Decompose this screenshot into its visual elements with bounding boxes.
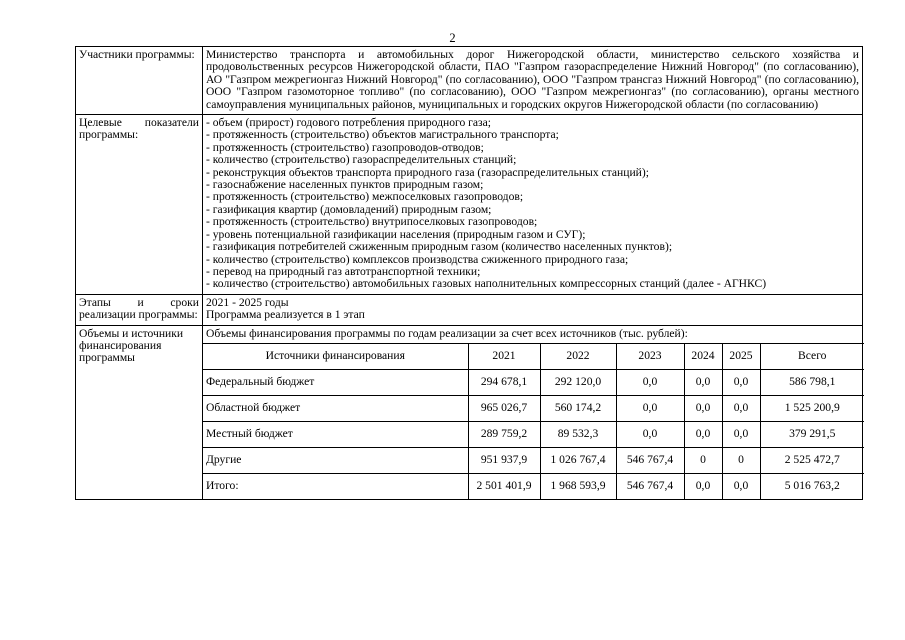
cell-value: 951 937,9 bbox=[468, 447, 540, 473]
cell-value: 0,0 bbox=[722, 369, 760, 395]
cell-value: 965 026,7 bbox=[468, 395, 540, 421]
cell-value: 2 501 401,9 bbox=[468, 473, 540, 499]
target-item: - объем (прирост) годового потребления природного газа; bbox=[206, 116, 491, 130]
target-item: - протяженность (строительство) объектов магистрального транспорта; bbox=[206, 128, 559, 142]
target-item: - газификация квартир (домовладений) природным газом; bbox=[206, 202, 492, 216]
cell-total: 5 016 763,2 bbox=[760, 473, 864, 499]
cell-total: 1 525 200,9 bbox=[760, 395, 864, 421]
cell-value: 0,0 bbox=[616, 369, 684, 395]
financing-header-row bbox=[203, 343, 864, 369]
header-year: 2023 bbox=[616, 343, 684, 369]
cell-value: 89 532,3 bbox=[540, 421, 616, 447]
cell-value: 294 678,1 bbox=[468, 369, 540, 395]
cell-value: 0 bbox=[722, 447, 760, 473]
cell-value: 0,0 bbox=[684, 369, 722, 395]
row-participants bbox=[76, 47, 863, 115]
row-targets bbox=[76, 115, 863, 295]
target-item: - газоснабжение населенных пунктов природным газом; bbox=[206, 178, 484, 192]
cell-value: 0,0 bbox=[722, 473, 760, 499]
cell-source: Областной бюджет bbox=[203, 395, 468, 421]
target-item: - газификация потребителей сжиженным природным газом (количество населенных пунктов); bbox=[206, 240, 673, 254]
cell-source: Федеральный бюджет bbox=[203, 369, 468, 395]
header-total: Всего bbox=[760, 343, 864, 369]
target-item: - протяженность (строительство) газопроводов-отводов; bbox=[206, 140, 484, 154]
row-stages bbox=[76, 294, 863, 325]
cell-total: 379 291,5 bbox=[760, 421, 864, 447]
target-item: - количество (строительство) автомобильных газовых наполнительных компрессорных станций (далее - АГНКС) bbox=[206, 277, 767, 291]
cell-total: 586 798,1 bbox=[760, 369, 864, 395]
targets-list bbox=[203, 115, 863, 295]
participants-label: Участники программы: bbox=[76, 47, 203, 115]
cell-value: 0 bbox=[684, 447, 722, 473]
header-year: 2022 bbox=[540, 343, 616, 369]
cell-value: 546 767,4 bbox=[616, 473, 684, 499]
financing-label: Объемы и источники финансирования программы bbox=[76, 325, 203, 499]
program-passport-table bbox=[75, 46, 863, 500]
cell-value: 292 120,0 bbox=[540, 369, 616, 395]
cell-value: 0,0 bbox=[616, 395, 684, 421]
stages-count: Программа реализуется в 1 этап bbox=[206, 308, 365, 322]
cell-value: 1 026 767,4 bbox=[540, 447, 616, 473]
row-financing bbox=[76, 325, 863, 499]
stages-period: 2021 - 2025 годы bbox=[206, 295, 289, 309]
target-item: - количество (строительство) газораспределительных станций; bbox=[206, 153, 517, 167]
header-source: Источники финансирования bbox=[203, 343, 468, 369]
participants-text: Министерство транспорта и автомобильных дорог Нижегородской области, министерство сельского хозяйства и продовольственных ресурсов Нижегородской области, ПАО "Газпром газораспределение Нижний Новгород" (по согласованию), АО "Газпром межрегионгаз Нижний Новгород" (по согласованию), ООО "Газпром трансгаз Нижний Новгород" (по согласованию), ООО "Газпром газомоторное топливо" (по согласованию), ООО "Газпром межрегионгаз" (по согласованию), органы местного самоуправления муниципальных районов, муниципальных и городских округов Нижегородской области (по согласованию) bbox=[203, 47, 863, 115]
cell-value: 289 759,2 bbox=[468, 421, 540, 447]
table-row bbox=[203, 369, 864, 395]
target-item: - перевод на природный газ автотранспортной техники; bbox=[206, 264, 481, 278]
stages-text bbox=[203, 294, 863, 325]
header-year: 2021 bbox=[468, 343, 540, 369]
cell-total: 2 525 472,7 bbox=[760, 447, 864, 473]
cell-value: 1 968 593,9 bbox=[540, 473, 616, 499]
target-item: - уровень потенциальной газификации населения (природным газом и СУГ); bbox=[206, 227, 586, 241]
table-row bbox=[203, 395, 864, 421]
financing-intro: Объемы финансирования программы по годам реализации за счет всех источников (тыс. рублей): bbox=[206, 326, 688, 340]
cell-value: 0,0 bbox=[684, 473, 722, 499]
target-item: - реконструкция объектов транспорта природного газа (газораспределительных станций); bbox=[206, 165, 649, 179]
cell-value: 0,0 bbox=[616, 421, 684, 447]
cell-source: Другие bbox=[203, 447, 468, 473]
table-row bbox=[203, 421, 864, 447]
target-item: - протяженность (строительство) внутрипоселковых газопроводов; bbox=[206, 215, 538, 229]
header-year: 2025 bbox=[722, 343, 760, 369]
cell-value: 0,0 bbox=[722, 395, 760, 421]
page-number: 2 bbox=[449, 31, 456, 45]
cell-source: Местный бюджет bbox=[203, 421, 468, 447]
financing-content bbox=[203, 325, 863, 499]
cell-value: 560 174,2 bbox=[540, 395, 616, 421]
target-item: - протяженность (строительство) межпоселковых газопроводов; bbox=[206, 190, 524, 204]
table-row bbox=[203, 473, 864, 499]
targets-label: Целевые показатели программы: bbox=[76, 115, 203, 295]
target-item: - количество (строительство) комплексов производства сжиженного природного газа; bbox=[206, 252, 629, 266]
header-year: 2024 bbox=[684, 343, 722, 369]
cell-value: 0,0 bbox=[722, 421, 760, 447]
financing-table bbox=[203, 343, 864, 499]
table-row bbox=[203, 447, 864, 473]
cell-value: 0,0 bbox=[684, 395, 722, 421]
cell-value: 546 767,4 bbox=[616, 447, 684, 473]
cell-source: Итого: bbox=[203, 473, 468, 499]
cell-value: 0,0 bbox=[684, 421, 722, 447]
stages-label: Этапы и сроки реализации программы: bbox=[76, 294, 203, 325]
